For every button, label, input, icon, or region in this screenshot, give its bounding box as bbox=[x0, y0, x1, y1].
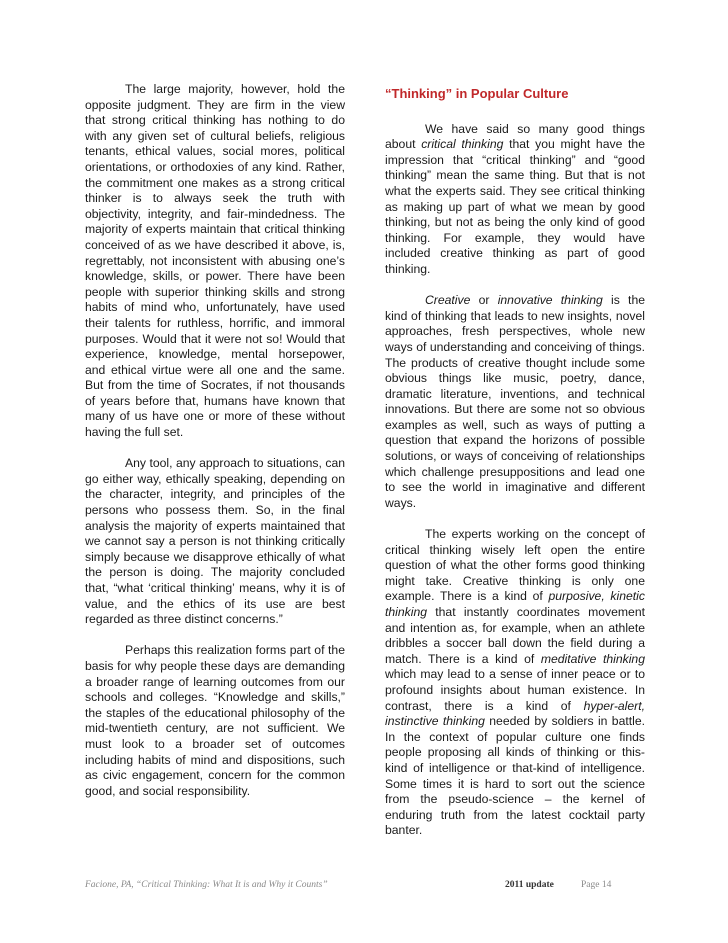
paragraph bbox=[385, 293, 645, 511]
emphasis-run: purposive, kinetic thinking bbox=[385, 589, 645, 619]
text-run: is the kind of thinking that leads to new insights, novel approaches, fresh perspectives, whole new ways of understanding and conceiving of things. The products of creative thought include some obvious things like music, poetry, dance, dramatic literature, inventions, and technical innovations. But there are some not so obvious examples as well, such as ways of putting a question that expand the horizons of possible solutions, or ways of conceiving of relationships which challenge presuppositions and lead one to see the world in imaginative and different ways. bbox=[385, 293, 646, 510]
text-run: needed by soldiers in battle. In the context of popular culture one finds people proposing all kinds of thinking or this-kind of intelligence or that-kind of intelligence. Some times it is hard to sort out the science from the pseudo-science – the kernel of enduring truth from the latest cocktail party banter. bbox=[385, 714, 646, 838]
emphasis-run: hyper-alert, instinctive thinking bbox=[385, 698, 645, 729]
page-footer bbox=[85, 880, 645, 896]
emphasis-run: Creative bbox=[425, 293, 471, 308]
paragraph bbox=[385, 122, 645, 278]
emphasis-run: meditative thinking bbox=[540, 651, 645, 666]
text-run: or bbox=[470, 293, 498, 308]
text-run: The experts working on the concept of critical thinking wisely left open the entire question of what the other forms good thinking might take. Creative thinking is only one example. There is a kind of bbox=[385, 527, 645, 604]
emphasis-run: innovative thinking bbox=[497, 293, 603, 308]
text-run: that instantly coordinates movement and intention as, for example, when an athlete dribbles a soccer ball down the field during a match. There is a kind of bbox=[385, 605, 645, 666]
paragraph: Perhaps this realization forms part of the basis for why people these days are demanding a broader range of learning outcomes from our schools and colleges. “Knowledge and skills,” the staples of the educational philosophy of the mid-twentieth century, are not sufficient. We must look to a broader set of outcomes including habits of mind and dispositions, such as civic engagement, concern for the common good, and social responsibility. bbox=[85, 643, 345, 798]
right-column bbox=[385, 82, 645, 855]
text-run: which may lead to a sense of inner peace or to profound insights about human existence. In contrast, there is a kind of bbox=[385, 667, 645, 713]
paragraph: Any tool, any approach to situations, can go either way, ethically speaking, depending on the character, integrity, and principles of the persons who possess them. So, in the final analysis the majority of experts maintained that we cannot say a person is not thinking critically simply because we disapprove ethically of what the person is doing. The majority concluded that, “what ‘critical thinking’ means, why it is of value, and the ethics of its use are best regarded as three distinct concerns.” bbox=[85, 456, 345, 627]
footer-update: 2011 update bbox=[505, 880, 554, 890]
left-column bbox=[85, 82, 345, 815]
page-number: Page 14 bbox=[581, 880, 612, 890]
text-run: We have said so many good things about bbox=[385, 121, 645, 152]
paragraph: The large majority, however, hold the opposite judgment. They are firm in the view that strong critical thinking has nothing to do with any given set of cultural beliefs, religious tenants, ethical values, social mores, political orientations, or orthodoxies of any kind. Rather, the commitment one makes as a strong critical thinker is to always seek the truth with objectivity, integrity, and fair-mindedness. The majority of experts maintain that critical thinking conceived of as we have described it above, is, regrettably, not inconsistent with abusing one’s knowledge, skills, or power. There have been people with superior thinking skills and strong habits of mind who, unfortunately, have used their talents for ruthless, horrific, and immoral purposes. Would that it were not so! Would that experience, knowledge, mental horsepower, and ethical virtue were all one and the same. But from the time of Socrates, if not thousands of years before that, humans have known that many of us have one or more of these without having the full set. bbox=[85, 82, 345, 440]
emphasis-run: critical thinking bbox=[421, 137, 504, 152]
footer-citation: Facione, PA, “Critical Thinking: What It is and Why it Counts” bbox=[85, 880, 328, 890]
text-run: that you might have the impression that “critical thinking” and “good thinking” mean the same thing. But that is not what the experts said. They see critical thinking as making up part of what we mean by good thinking, but not as being the only kind of good thinking. For example, they would have included creative thinking as part of good thinking. bbox=[385, 137, 645, 276]
paragraph bbox=[385, 527, 645, 839]
section-heading: “Thinking” in Popular Culture bbox=[385, 86, 569, 101]
